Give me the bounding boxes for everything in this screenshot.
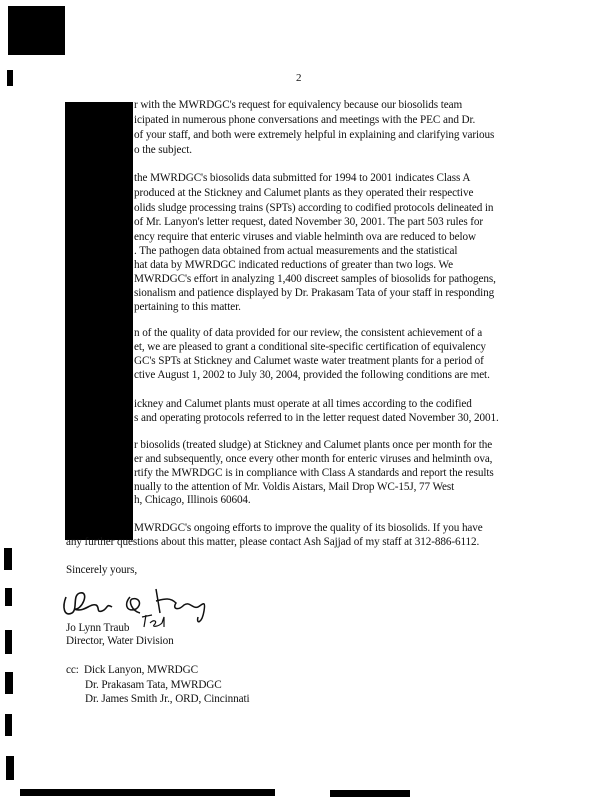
cc-recipient: Dick Lanyon, MWRDGC	[84, 664, 199, 676]
signer-name: Jo Lynn Traub	[66, 622, 130, 634]
scan-edge-bar	[20, 789, 275, 796]
cc-label: cc:	[66, 664, 79, 676]
paragraph-1-line: r with the MWRDGC's request for equivalency because our biosolids team	[134, 99, 463, 111]
condition-1-line: s and operating protocols referred to in the letter request dated November 30, 2001.	[134, 412, 499, 424]
margin-mark	[5, 588, 12, 606]
margin-mark	[6, 756, 14, 780]
paragraph-2-line: pertaining to this matter.	[134, 301, 241, 313]
signer-title: Director, Water Division	[66, 635, 174, 647]
closing-line: MWRDGC's ongoing efforts to improve the quality of its biosolids. If you have	[134, 522, 483, 534]
margin-mark	[7, 70, 13, 86]
page-number: 2	[296, 72, 302, 84]
condition-2-line: r biosolids (treated sludge) at Stickney and Calumet plants once per month for the	[134, 439, 493, 451]
condition-2-line: nually to the attention of Mr. Voldis Aistars, Mail Drop WC-15J, 77 West	[134, 481, 455, 493]
paragraph-2-line: MWRDGC's effort in analyzing 1,400 discreet samples of biosolids for pathogens,	[134, 273, 496, 285]
paragraph-2-line: ency require that enteric viruses and viable helminth ova are reduced to below	[134, 231, 476, 243]
closing-line: any further questions about this matter, please contact Ash Sajjad of my staff at 312-886-6112.	[66, 536, 480, 548]
salutation: Sincerely yours,	[66, 564, 138, 576]
paragraph-2-line: olids sludge processing trains (SPTs) according to codified protocols delineated in	[134, 202, 494, 214]
paragraph-2-line: of Mr. Lanyon's letter request, dated November 30, 2001. The part 503 rules for	[134, 216, 484, 228]
redaction-left-column	[65, 102, 133, 540]
margin-mark	[5, 672, 13, 694]
condition-2-line: er and subsequently, once every other month for enteric viruses and helminth ova,	[134, 453, 493, 465]
margin-mark	[5, 714, 12, 736]
paragraph-1-line: icipated in numerous phone conversations and meetings with the PEC and Dr.	[134, 114, 476, 126]
paragraph-1-line: of your staff, and both were extremely helpful in explaining and clarifying various	[134, 129, 495, 141]
condition-2-line: rtify the MWRDGC is in compliance with Class A standards and report the results	[134, 467, 494, 479]
cc-recipient: Dr. James Smith Jr., ORD, Cincinnati	[85, 693, 250, 705]
margin-mark	[5, 630, 12, 654]
paragraph-1-line: o the subject.	[134, 144, 192, 156]
paragraph-2-line: . The pathogen data obtained from actual measurements and the statistical	[134, 245, 458, 257]
scan-edge-bar	[330, 790, 410, 797]
paragraph-2-line: the MWRDGC's biosolids data submitted for 1994 to 2001 indicates Class A	[134, 172, 471, 184]
paragraph-3-line: et, we are pleased to grant a conditional site-specific certification of equivalency	[134, 341, 486, 353]
redaction-top-left	[8, 6, 65, 55]
margin-mark	[4, 548, 12, 570]
paragraph-2-line: produced at the Stickney and Calumet plants as they operated their respective	[134, 187, 474, 199]
paragraph-2-line: sionalism and patience displayed by Dr. Prakasam Tata of your staff in responding	[134, 287, 495, 299]
condition-2-line: h, Chicago, Illinois 60604.	[134, 494, 251, 506]
paragraph-3-line: ctive August 1, 2002 to July 30, 2004, provided the following conditions are met.	[134, 369, 490, 381]
condition-1-line: ickney and Calumet plants must operate at all times according to the codified	[134, 398, 472, 410]
paragraph-2-line: hat data by MWRDGC indicated reductions of greater than two logs. We	[134, 259, 453, 271]
cc-recipient: Dr. Prakasam Tata, MWRDGC	[85, 679, 222, 691]
paragraph-3-line: n of the quality of data provided for our review, the consistent achievement of a	[134, 327, 483, 339]
paragraph-3-line: GC's SPTs at Stickney and Calumet waste water treatment plants for a period of	[134, 355, 484, 367]
